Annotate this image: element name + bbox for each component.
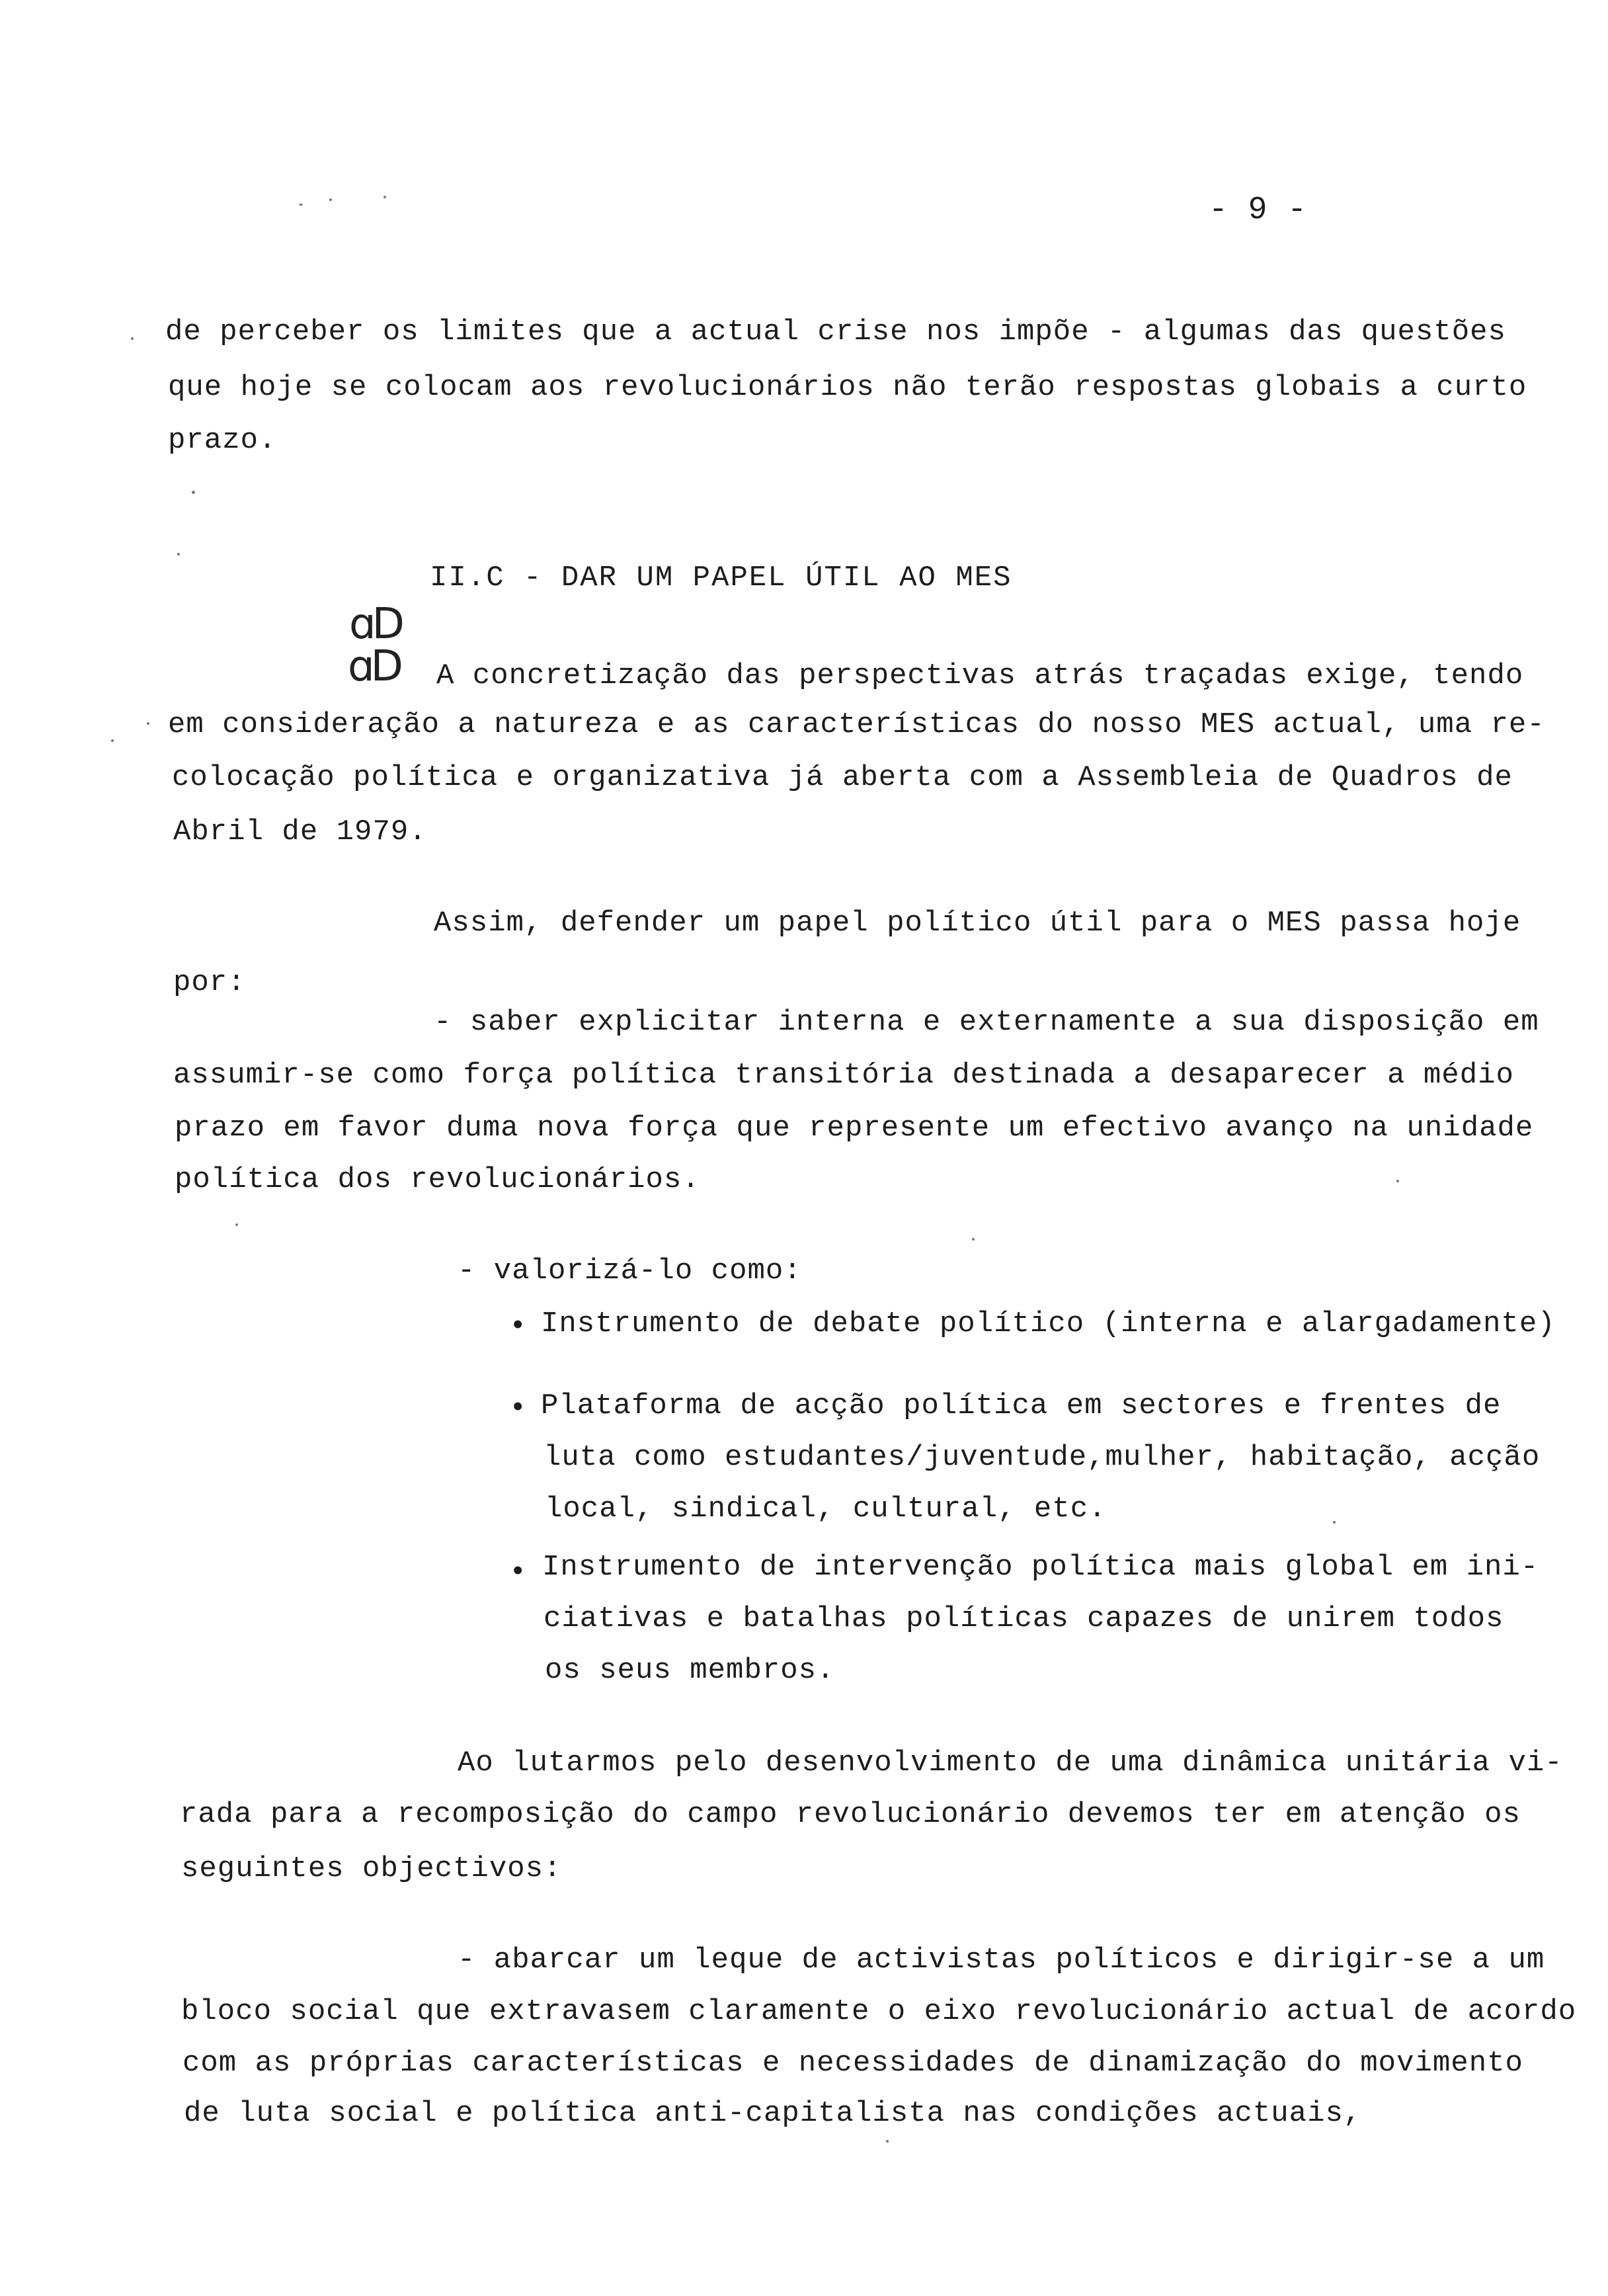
scan-speck <box>177 553 180 555</box>
scan-speck <box>192 491 195 494</box>
scan-speck <box>1396 1180 1399 1182</box>
text-line: Ao lutarmos pelo desenvolvimento de uma dinâmica unitária vi- <box>458 1746 1563 1780</box>
bullet-item-line: Instrumento de intervenção política mais global em ini- <box>542 1551 1539 1584</box>
text-line: política dos revolucionários. <box>175 1163 700 1196</box>
scan-speck <box>111 739 114 742</box>
scan-speck <box>1333 1521 1336 1524</box>
bullet-item-line: local, sindical, cultural, etc. <box>545 1493 1107 1526</box>
text-line: seguintes objectivos: <box>181 1852 562 1885</box>
text-line: que hoje se colocam aos revolucionários não terão respostas globais a curto <box>168 371 1527 404</box>
text-line: em consideração a natureza e as características do nosso MES actual, uma re- <box>168 708 1545 741</box>
bullet-icon: • <box>509 1556 527 1589</box>
bullet-icon: • <box>509 1392 527 1425</box>
text-line: bloco social que extravasem claramente o eixo revolucionário actual de acordo <box>181 1995 1577 2028</box>
text-line: de perceber os limites que a actual crise nos impõe - algumas das questões <box>165 315 1506 348</box>
text-line: prazo. <box>168 424 277 457</box>
bullet-item-line: ciativas e batalhas políticas capazes de unirem todos <box>543 1602 1504 1635</box>
text-line: Abril de 1979. <box>173 815 427 848</box>
bullet-item-line: Instrumento de debate político (interna e alargadamente) <box>541 1307 1556 1340</box>
text-line: rada para a recomposição do campo revolucionário devemos ter em atenção os <box>180 1798 1521 1831</box>
scan-speck <box>131 337 134 340</box>
dash-item-line: - saber explicitar interna e externamente a sua disposição em <box>434 1006 1539 1039</box>
scan-speck <box>299 204 303 206</box>
scan-speck <box>972 1238 975 1241</box>
bullet-icon: • <box>509 1310 527 1343</box>
handwritten-initial-mark: ɑD <box>348 642 399 691</box>
scan-speck <box>329 198 332 201</box>
bullet-item-line: os seus membros. <box>545 1654 835 1687</box>
text-line: de luta social e política anti-capitalista nas condições actuais, <box>184 2097 1362 2130</box>
text-line: A concretização das perspectivas atrás traçadas exige, tendo <box>436 659 1524 692</box>
scan-speck <box>886 2140 889 2143</box>
text-line: colocação política e organizativa já aberta com a Assembleia de Quadros de <box>172 761 1513 794</box>
dash-item-line: - valorizá-lo como: <box>458 1254 802 1288</box>
text-line: prazo em favor duma nova força que represente um efectivo avanço na unidade <box>175 1112 1534 1145</box>
bullet-item-line: Plataforma de acção política em sectores e frentes de <box>541 1389 1502 1422</box>
scan-speck <box>383 196 386 198</box>
text-line: por: <box>173 966 246 999</box>
scan-speck <box>147 722 149 725</box>
bullet-item-line: luta como estudantes/juventude,mulher, habitação, acção <box>543 1441 1541 1474</box>
dash-item-line: - abarcar um leque de activistas políticos e dirigir-se a um <box>458 1944 1545 1977</box>
text-line: com as próprias características e necessidades de dinamização do movimento <box>182 2047 1523 2080</box>
section-heading: II.C - DAR UM PAPEL ÚTIL AO MES <box>430 561 1012 594</box>
scan-speck <box>235 1223 238 1226</box>
text-line: assumir-se como força política transitória destinada a desaparecer a médio <box>173 1059 1514 1092</box>
handwritten-initial-mark: ɑD <box>349 600 401 649</box>
page-number: - 9 - <box>1209 192 1308 228</box>
text-line: Assim, defender um papel político útil para o MES passa hoje <box>434 907 1521 940</box>
